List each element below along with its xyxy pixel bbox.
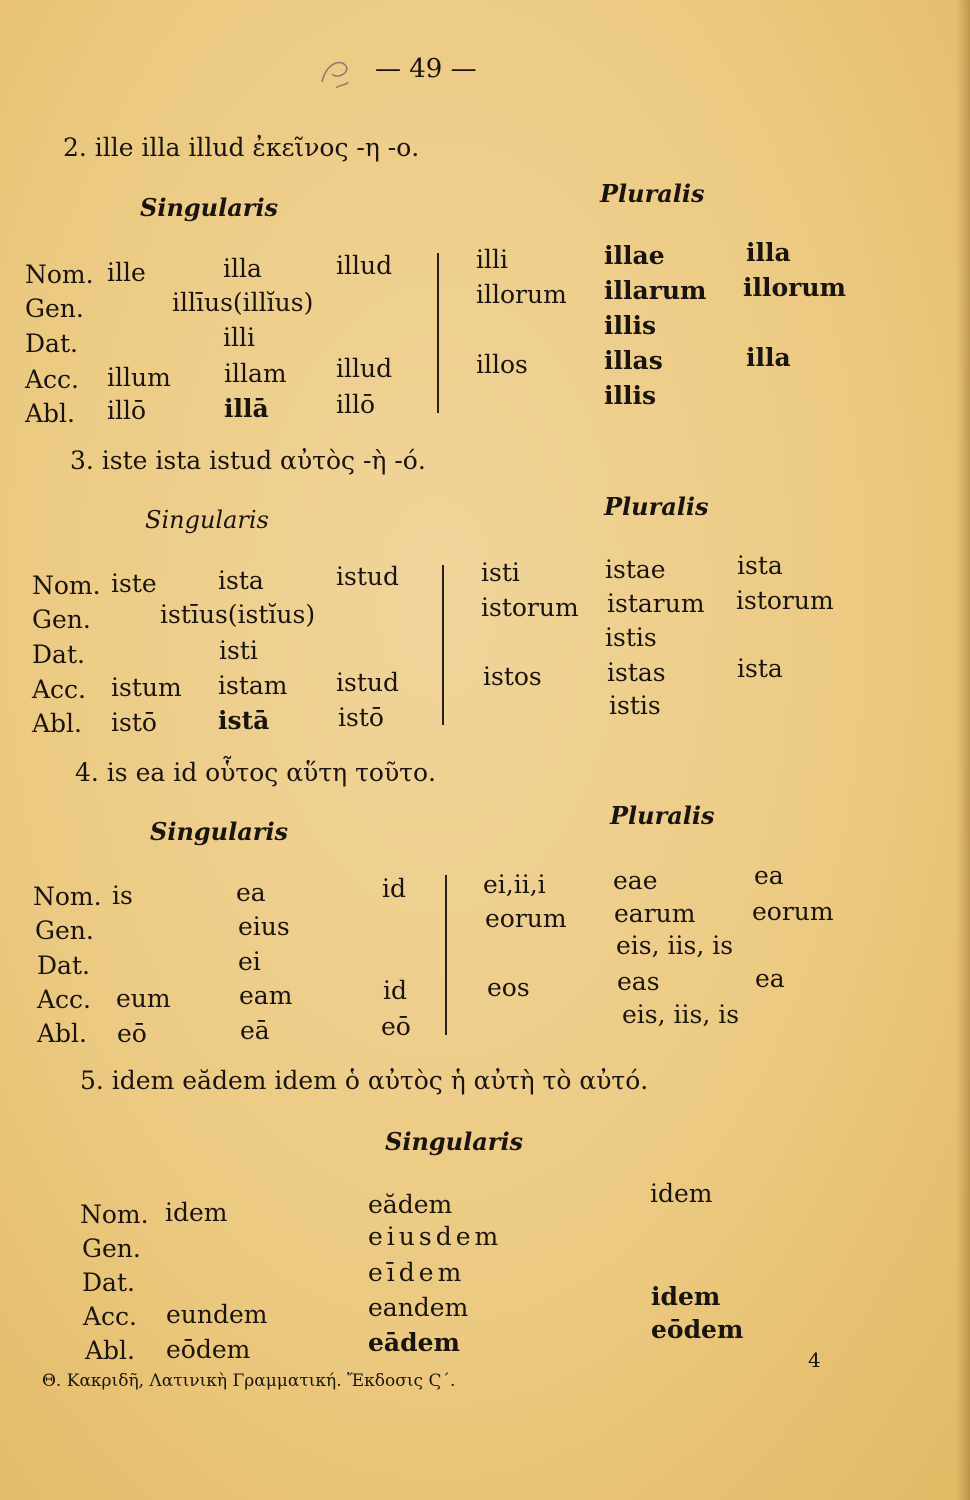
form-cell: istud bbox=[336, 562, 399, 591]
form-cell: ista bbox=[737, 654, 783, 683]
case-label-abl: Abl. bbox=[25, 399, 75, 428]
form-cell: idem bbox=[650, 1179, 713, 1208]
case-label-acc: Acc. bbox=[25, 365, 80, 394]
section-2-singularis-label: Singularis bbox=[140, 193, 279, 222]
page-edge-shadow bbox=[956, 0, 970, 1500]
form-cell: istō bbox=[338, 703, 384, 732]
section-2-heading: 2. ille illa illud ἐκεῖνος -η -ο. bbox=[63, 133, 420, 162]
form-cell: illa bbox=[223, 254, 262, 283]
form-cell: istud bbox=[336, 668, 399, 697]
form-cell: illum bbox=[107, 363, 171, 392]
section-4-pluralis-label: Pluralis bbox=[610, 801, 715, 830]
form-cell: illam bbox=[224, 359, 287, 388]
section-5-heading: 5. idem eădem idem ὁ αὐτὸς ἡ αὐτὴ τὸ αὐτό. bbox=[80, 1066, 649, 1095]
form-cell: eis, iis, is bbox=[616, 931, 734, 960]
form-cell: illud bbox=[336, 354, 393, 383]
section-2-pluralis-label: Pluralis bbox=[600, 179, 705, 208]
form-cell: illos bbox=[476, 350, 528, 379]
form-cell: illas bbox=[604, 346, 663, 375]
case-label-gen: Gen. bbox=[25, 294, 84, 323]
form-cell: eas bbox=[617, 967, 660, 996]
form-cell: eandem bbox=[368, 1293, 469, 1322]
case-label-acc: Acc. bbox=[32, 675, 87, 704]
form-cell: eō bbox=[117, 1019, 147, 1048]
form-cell: eōdem bbox=[651, 1315, 744, 1344]
case-label-acc: Acc. bbox=[37, 985, 92, 1014]
section-3-heading: 3. iste ista istud αὐτὸς -ὴ -ό. bbox=[70, 446, 426, 475]
form-cell: istīus(istĭus) bbox=[160, 600, 316, 629]
form-cell: eum bbox=[116, 984, 171, 1013]
form-cell: eius bbox=[238, 912, 290, 941]
form-cell: id bbox=[383, 976, 407, 1005]
form-cell: illa bbox=[746, 238, 791, 267]
page-number: — 49 — bbox=[375, 54, 477, 84]
form-cell: earum bbox=[614, 899, 696, 928]
form-cell: eos bbox=[487, 973, 530, 1002]
form-cell: ea bbox=[755, 964, 785, 993]
form-cell: illud bbox=[336, 251, 393, 280]
form-cell: istis bbox=[605, 623, 657, 652]
form-cell: is bbox=[112, 881, 133, 910]
column-divider bbox=[442, 565, 444, 725]
section-3-pluralis-label: Pluralis bbox=[604, 492, 709, 521]
form-cell: eādem bbox=[368, 1328, 460, 1357]
form-cell: eae bbox=[613, 866, 658, 895]
form-cell: eundem bbox=[166, 1300, 268, 1329]
form-cell: isti bbox=[219, 636, 258, 665]
case-label-dat: Dat. bbox=[37, 951, 90, 980]
form-cell: eorum bbox=[485, 904, 567, 933]
form-cell: illā bbox=[224, 394, 269, 423]
form-cell: ei bbox=[238, 947, 261, 976]
form-cell: ille bbox=[107, 258, 146, 287]
form-cell: eorum bbox=[752, 897, 834, 926]
case-label-abl: Abl. bbox=[32, 709, 82, 738]
form-cell: iste bbox=[111, 569, 157, 598]
form-cell: illis bbox=[604, 311, 657, 340]
form-cell: ista bbox=[218, 566, 264, 595]
case-label-nom: Nom. bbox=[25, 260, 94, 289]
form-cell: illorum bbox=[743, 273, 846, 302]
form-cell: istorum bbox=[481, 593, 579, 622]
form-cell: istā bbox=[218, 706, 270, 735]
form-cell: istorum bbox=[736, 586, 834, 615]
case-label-dat: Dat. bbox=[25, 329, 78, 358]
form-cell: illis bbox=[604, 381, 657, 410]
case-label-gen: Gen. bbox=[32, 605, 91, 634]
form-cell: eōdem bbox=[166, 1335, 251, 1364]
form-cell: ei,ii,i bbox=[483, 870, 546, 899]
form-cell: istam bbox=[218, 671, 288, 700]
form-cell: istarum bbox=[607, 589, 705, 618]
form-cell: istae bbox=[605, 555, 666, 584]
case-label-abl: Abl. bbox=[85, 1336, 135, 1365]
case-label-dat: Dat. bbox=[32, 640, 85, 669]
form-cell: istis bbox=[609, 691, 661, 720]
form-cell: eīdem bbox=[368, 1258, 466, 1287]
case-label-nom: Nom. bbox=[80, 1200, 149, 1229]
form-cell: eiusdem bbox=[368, 1222, 503, 1251]
form-cell: istos bbox=[483, 662, 542, 691]
column-divider bbox=[445, 875, 447, 1035]
form-cell: ista bbox=[737, 551, 783, 580]
form-cell: eis, iis, is bbox=[622, 1000, 740, 1029]
case-label-gen: Gen. bbox=[35, 916, 94, 945]
case-label-dat: Dat. bbox=[82, 1268, 135, 1297]
form-cell: istō bbox=[111, 708, 157, 737]
section-4-heading: 4. is ea id οὗτος αὕτη τοῦτο. bbox=[75, 758, 436, 787]
form-cell: istum bbox=[111, 673, 182, 702]
form-cell: eā bbox=[240, 1016, 270, 1045]
form-cell: illi bbox=[223, 323, 255, 352]
form-cell: illarum bbox=[604, 276, 707, 305]
signature-mark: 4 bbox=[808, 1348, 821, 1372]
form-cell: idem bbox=[651, 1282, 721, 1311]
footer-imprint: Θ. Κακριδῆ, Λατινικὴ Γραμματική. Ἔκδοσις Ϛ΄. bbox=[42, 1371, 456, 1391]
case-label-acc: Acc. bbox=[83, 1302, 138, 1331]
form-cell: illīus(illĭus) bbox=[172, 288, 314, 317]
form-cell: eădem bbox=[368, 1190, 453, 1219]
section-4-singularis-label: Singularis bbox=[150, 817, 289, 846]
form-cell: ea bbox=[754, 861, 784, 890]
form-cell: illa bbox=[746, 343, 791, 372]
section-5-singularis-label: Singularis bbox=[385, 1127, 524, 1156]
section-3-singularis-label: Singularis bbox=[145, 506, 269, 534]
form-cell: idem bbox=[165, 1198, 228, 1227]
form-cell: illō bbox=[336, 390, 376, 419]
form-cell: illi bbox=[476, 245, 508, 274]
pencil-scribble-mark bbox=[316, 52, 360, 94]
form-cell: eō bbox=[381, 1012, 411, 1041]
form-cell: isti bbox=[481, 558, 520, 587]
form-cell: id bbox=[382, 874, 406, 903]
form-cell: illae bbox=[604, 241, 665, 270]
form-cell: illorum bbox=[476, 280, 567, 309]
case-label-nom: Nom. bbox=[32, 571, 101, 600]
case-label-gen: Gen. bbox=[82, 1234, 141, 1263]
column-divider bbox=[437, 253, 439, 413]
case-label-nom: Nom. bbox=[33, 882, 102, 911]
form-cell: ea bbox=[236, 878, 266, 907]
case-label-abl: Abl. bbox=[37, 1019, 87, 1048]
form-cell: istas bbox=[607, 658, 666, 687]
form-cell: illō bbox=[107, 396, 147, 425]
form-cell: eam bbox=[239, 981, 293, 1010]
